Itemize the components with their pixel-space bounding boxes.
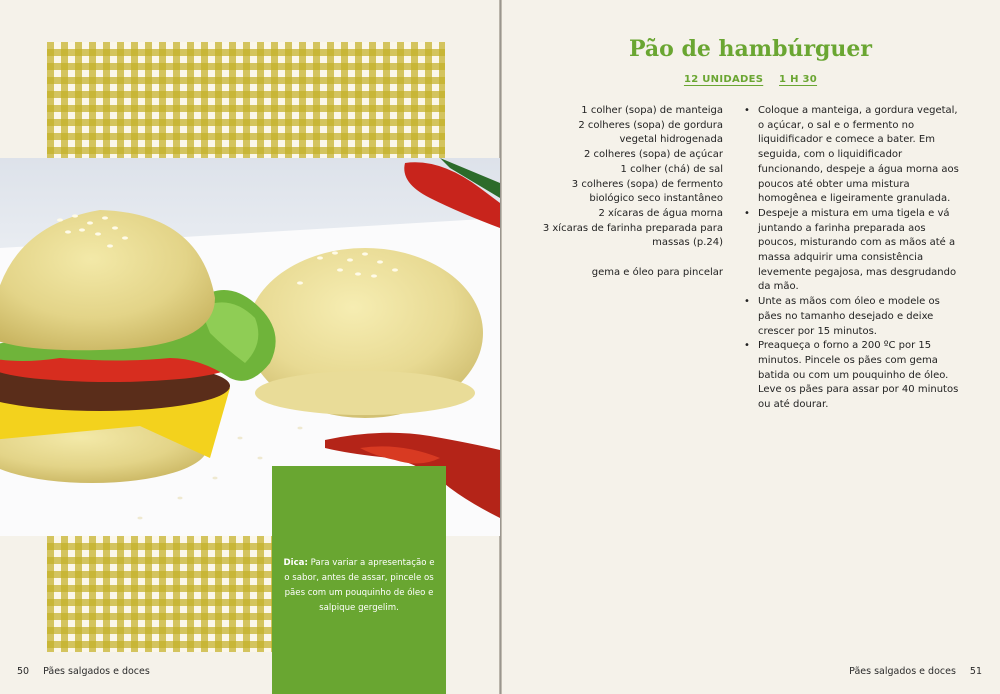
recipe-meta: [501, 74, 1000, 85]
tip-box: [272, 466, 446, 694]
left-footer: [17, 666, 150, 677]
tip-text: [282, 556, 436, 616]
recipe-yield: 12 UNIDADES: [683, 74, 764, 85]
ingredient-item: 1 colher (sopa) de manteiga: [581, 105, 723, 116]
ingredient-item: 2 colheres (sopa) de açúcar: [583, 149, 723, 161]
left-page-number: 50: [17, 666, 30, 677]
gingham-pattern-top: [47, 42, 445, 158]
method-step: • Coloque a manteiga, a gordura vegetal, o açúcar, o sal e o fermento no liquidificador e comece a bater. Em seguida, com o liquidificador funcionando, despeje a água morna aos poucos até obter uma mistura homogênea e ligeiramente granulada.: [742, 104, 964, 207]
recipe-time: 1 H 30: [779, 74, 818, 85]
ingredient-item: 2 xícaras de água morna: [598, 207, 723, 219]
right-page-number: 51: [969, 666, 982, 677]
right-footer: [849, 666, 982, 677]
method-step: • Preaqueça o forno a 200 ºC por 15 minutos. Pincele os pães com gema batida ou com um pouquinho de óleo. Leve os pães para assar por 40 minutos ou até dourar.: [742, 339, 964, 413]
ingredient-spacer: [540, 251, 723, 266]
method-step: • Despeje a mistura em uma tigela e vá juntando a farinha preparada aos poucos, misturando com as mãos até a massa adquirir uma consistência levemente pegajosa, mas desgrudando da mão.: [742, 207, 964, 295]
ingredient-item: 2 colheres (sopa) de gordura vegetal hidrogenada: [578, 119, 723, 146]
ingredient-item-extra: gema e óleo para pincelar: [591, 267, 723, 279]
ingredients-list: [540, 104, 723, 281]
ingredient-item: 3 xícaras de farinha preparada para massas (p.24): [542, 222, 723, 249]
recipe-title: Pão de hambúrguer: [628, 36, 873, 62]
right-section-title: Pães salgados e doces: [849, 666, 956, 677]
ingredient-item: 3 colheres (sopa) de fermento biológico seco instantâneo: [571, 178, 723, 205]
ingredient-item: 1 colher (chá) de sal: [620, 163, 723, 175]
tip-label: Dica:: [283, 558, 308, 568]
tip-body: Para variar a apresentação e o sabor, antes de assar, pincele os pães com um pouquinho de óleo e salpique gergelim.: [284, 558, 435, 613]
method-step: • Unte as mãos com óleo e modele os pães no tamanho desejado e deixe crescer por 15 minutos.: [742, 295, 964, 339]
left-section-title: Pães salgados e doces: [43, 666, 150, 677]
gingham-pattern-bottom: [47, 536, 272, 652]
method-steps: [742, 104, 964, 413]
